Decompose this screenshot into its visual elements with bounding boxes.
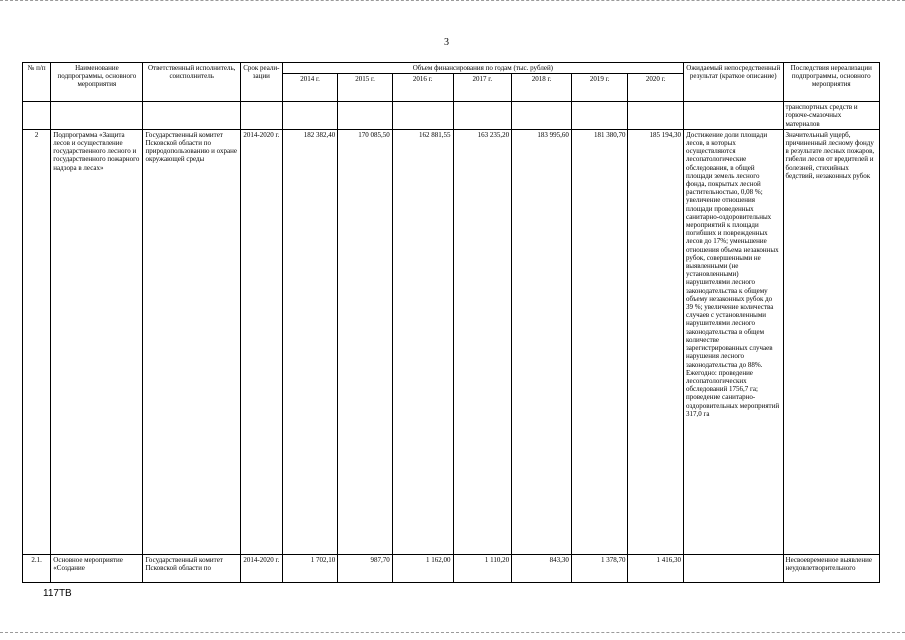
row-value-2016: 1 162,00 bbox=[392, 554, 453, 582]
row-value-2014: 1 702,10 bbox=[282, 554, 338, 582]
row-name: Подпрограмма «Защита лесов и осуществление государственного лесного и государственного пожарного надзора в лесах» bbox=[51, 129, 143, 554]
row-result bbox=[684, 554, 784, 582]
row-value-2015: 987,70 bbox=[338, 554, 392, 582]
document-code: 117ТВ bbox=[43, 588, 72, 599]
financing-table bbox=[22, 62, 880, 583]
header-year: 2014 г. bbox=[282, 74, 338, 102]
header-executor: Ответственный исполнитель, соисполнитель bbox=[143, 63, 240, 102]
header-funding: Объем финансирования по годам (тыс. рублей) bbox=[282, 63, 683, 74]
row-value-2017: 163 235,20 bbox=[453, 129, 512, 554]
row-value-2015: 170 085,50 bbox=[338, 129, 392, 554]
row-consequences: Значительный ущерб, причиненный лесному фонду в результате лесных пожаров, гибели лесов от вредителей и болезней, стихийных бедствий, незаконных рубок bbox=[783, 129, 879, 554]
header-year: 2016 г. bbox=[392, 74, 453, 102]
header-num: № п/п bbox=[23, 63, 51, 102]
row-executor: Государственный комитет Псковской области по природопользованию и охране окружающей среды bbox=[143, 129, 240, 554]
header-year: 2018 г. bbox=[512, 74, 572, 102]
row-value-2017: 1 110,20 bbox=[453, 554, 512, 582]
row-term: 2014-2020 г. bbox=[240, 554, 282, 582]
page-number: 3 bbox=[444, 37, 449, 48]
continuation-row bbox=[23, 102, 880, 130]
row-value-2020: 1 416,30 bbox=[628, 554, 684, 582]
row-value-2018: 183 995,60 bbox=[512, 129, 572, 554]
header-consequences: Последствия нереализации подпрограммы, основного мероприятия bbox=[783, 63, 879, 102]
table-row bbox=[23, 554, 880, 582]
row-value-2019: 181 380,70 bbox=[571, 129, 628, 554]
continuation-consequences: транспортных средств и горюче-смазочных материалов bbox=[783, 102, 879, 130]
row-value-2014: 182 382,40 bbox=[282, 129, 338, 554]
header-year: 2015 г. bbox=[338, 74, 392, 102]
header-year: 2019 г. bbox=[571, 74, 628, 102]
bottom-dashed-line bbox=[0, 632, 905, 635]
top-dashed-line bbox=[0, 0, 905, 3]
row-term: 2014-2020 г. bbox=[240, 129, 282, 554]
header-term: Срок реали-зации bbox=[240, 63, 282, 102]
row-value-2020: 185 194,30 bbox=[628, 129, 684, 554]
row-value-2019: 1 378,70 bbox=[571, 554, 628, 582]
row-result: Достижение доли площади лесов, в которых осуществляются лесопатологические обследования, в общей площади земель лесного фонда, покрытых лесной растительностью, 0,08 %; увеличение отношения площади проведенных санитарно-оздоровительных мероприятий к площади погибших и поврежденных лесов до 17%; уменьшение отношения объема незаконных рубок, совершенными не выявленными (не установленными) нарушителями лесного законодательства к общему объему незаконных рубок до 39 %; увеличение количества случаев с установленными нарушителями лесного законодательства в общем количестве зарегистрированных случаев нарушения лесного законодательства до 88%. Ежегодно: проведение лесопатологических обследований 1756,7 га; проведение санитарно-оздоровительных мероприятий 317,0 га bbox=[684, 129, 784, 554]
row-consequences: Несвоевременное выявление неудовлетворительного bbox=[783, 554, 879, 582]
row-name: Основное мероприятие «Создание bbox=[51, 554, 143, 582]
table-row bbox=[23, 129, 880, 554]
header-result: Ожидаемый непосредственный результат (краткое описание) bbox=[684, 63, 784, 102]
header-name: Наименование подпрограммы, основного мероприятия bbox=[51, 63, 143, 102]
header-row bbox=[23, 63, 880, 74]
row-value-2018: 843,30 bbox=[512, 554, 572, 582]
header-year: 2020 г. bbox=[628, 74, 684, 102]
row-num: 2.1. bbox=[23, 554, 51, 582]
header-year: 2017 г. bbox=[453, 74, 512, 102]
row-executor: Государственный комитет Псковской области по bbox=[143, 554, 240, 582]
row-num: 2 bbox=[23, 129, 51, 554]
row-value-2016: 162 881,55 bbox=[392, 129, 453, 554]
